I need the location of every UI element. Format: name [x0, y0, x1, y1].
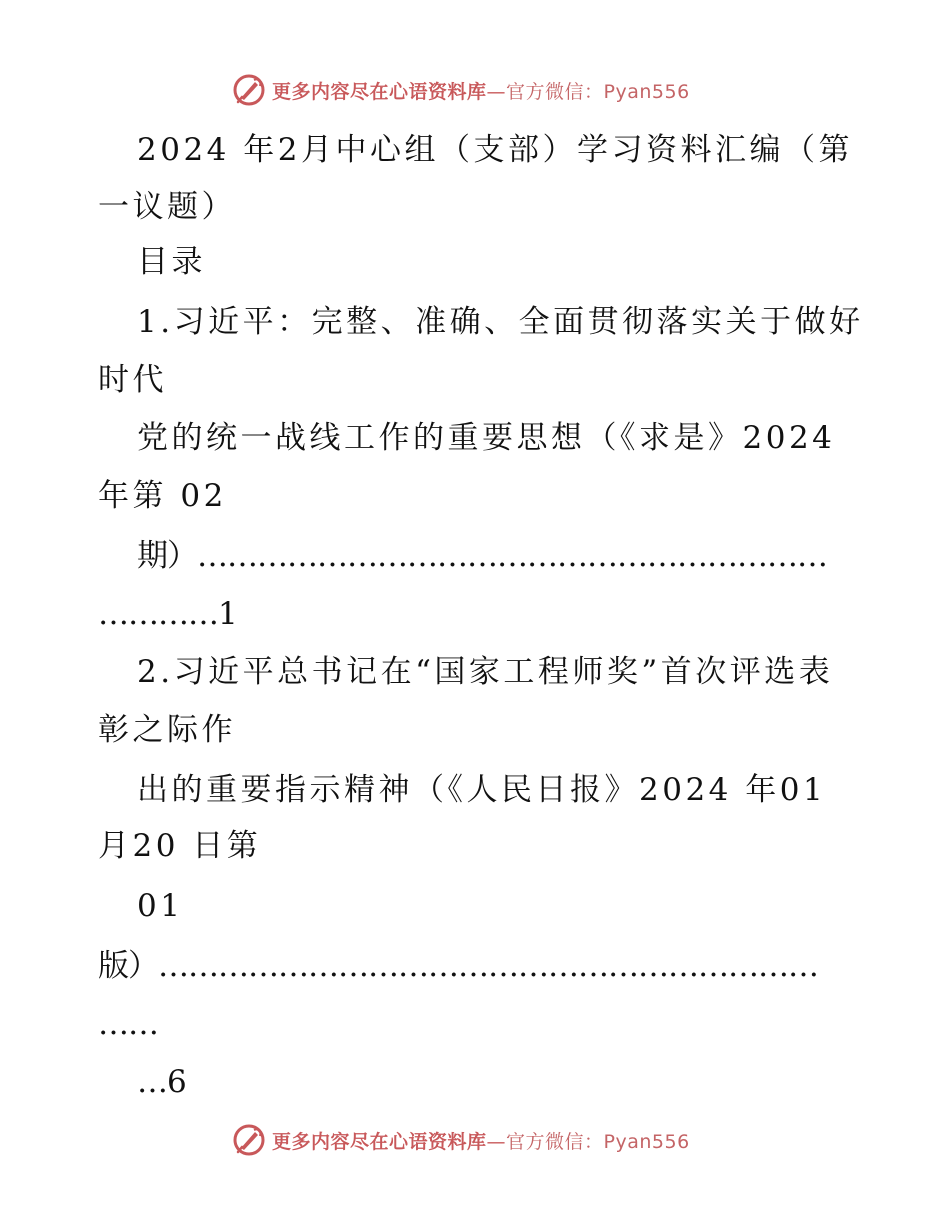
header-banner: [232, 72, 690, 108]
document-title-line-2: 一议题）: [98, 189, 236, 225]
toc-item-1-line-6: …………1: [98, 596, 237, 632]
banner-separator: —: [486, 1130, 507, 1153]
banner-main-text: 更多内容尽在心语资料库: [272, 1130, 487, 1153]
quill-pen-logo-icon: [232, 73, 266, 107]
toc-item-2-line-2: 彰之际作: [98, 712, 236, 748]
toc-item-1-line-5: 期）………………………………………………………: [137, 538, 827, 574]
document-title-line-1: 2024 年2月中心组（支部）学习资料汇编（第: [137, 132, 853, 168]
banner-text: [272, 77, 690, 104]
toc-item-2-line-5: 01: [137, 888, 184, 924]
toc-item-2-line-1: 2.习近平总书记在“国家工程师奖”首次评选表: [137, 654, 834, 690]
toc-item-1-line-1: 1.习近平：完整、准确、全面贯彻落实关于做好: [137, 304, 864, 340]
banner-wechat-label: 官方微信：Pyan556: [506, 80, 690, 103]
toc-item-1-line-4: 年第 02: [98, 478, 227, 514]
banner-separator: —: [486, 80, 507, 103]
quill-pen-logo-icon: [232, 1123, 266, 1157]
banner-wechat-label: 官方微信：Pyan556: [506, 1130, 690, 1153]
toc-item-1-line-2: 时代: [98, 362, 167, 398]
toc-item-2-line-4: 月20 日第: [98, 828, 262, 864]
toc-item-2-line-6: 版）…………………………………………………………: [98, 948, 818, 984]
banner-text: [272, 1127, 690, 1154]
toc-item-2-line-3: 出的重要指示精神（《人民日报》2024 年01: [137, 772, 827, 808]
footer-banner: [232, 1122, 690, 1158]
toc-heading: 目录: [137, 244, 206, 280]
toc-item-2-line-8: …6: [137, 1064, 186, 1100]
toc-item-2-line-7: ……: [98, 1006, 158, 1042]
toc-item-1-line-3: 党的统一战线工作的重要思想（《求是》2024: [137, 420, 836, 456]
banner-main-text: 更多内容尽在心语资料库: [272, 80, 487, 103]
